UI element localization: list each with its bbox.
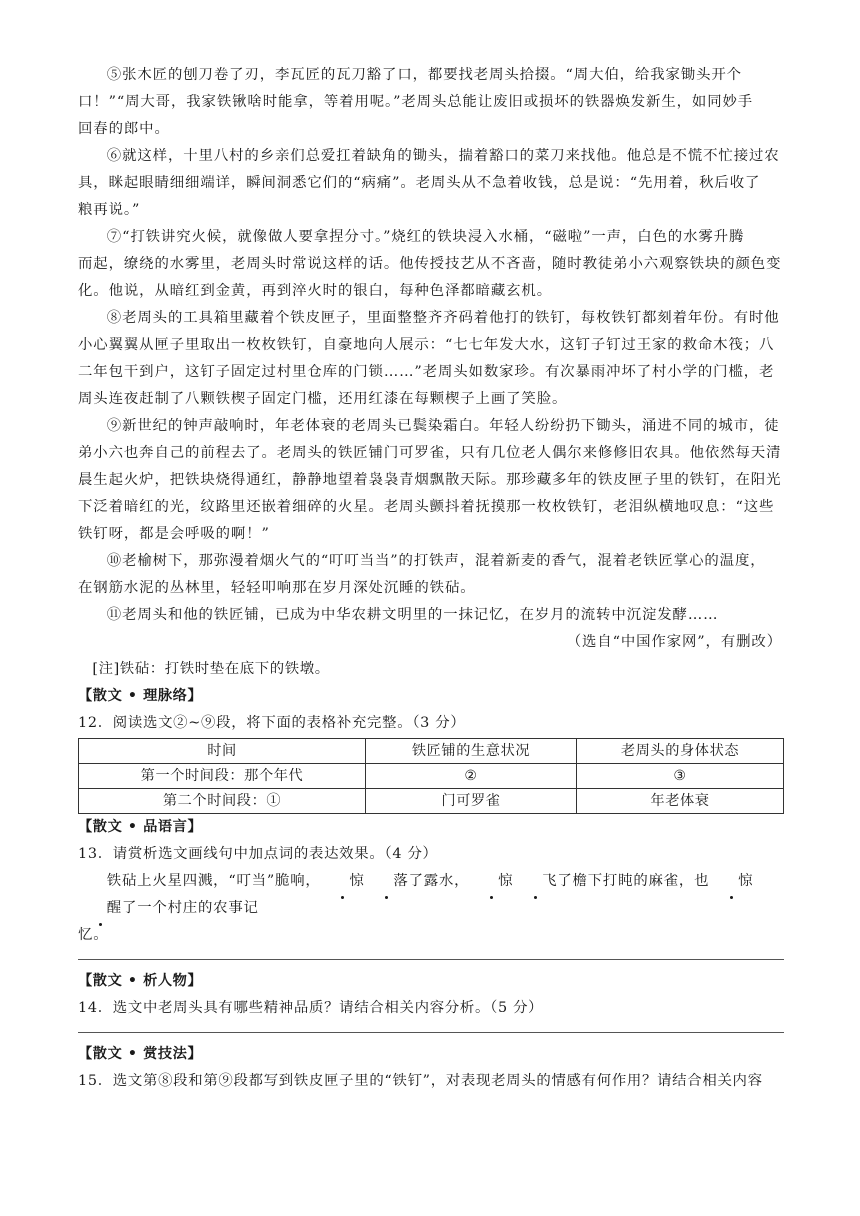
essay-body xyxy=(78,62,782,629)
text-line: 下泛着暗红的光，纹路里还嵌着细碎的火星。老周头颤抖着抚摸那一枚枚铁钉，老泪纵横地叹息：“这些 xyxy=(78,499,775,515)
question-14: 14．选文中老周头具有哪些精神品质？请结合相关内容分析。（5 分） xyxy=(78,1000,544,1016)
text-line: 粮再说。” xyxy=(78,202,141,218)
paragraph-9 xyxy=(78,413,782,548)
quote-text: 了露水， xyxy=(408,873,470,889)
text-line: ⑨新世纪的钟声敲响时，年老体衰的老周头已鬓染霜白。年轻人纷纷扔下锄头，涌进不同的城市，徒 xyxy=(106,418,780,434)
paragraph-8 xyxy=(78,305,782,413)
table-row xyxy=(79,764,784,789)
text-line: ⑧老周头的工具箱里藏着个铁皮匣子，里面整整齐齐码着他打的铁钉，每枚铁钉都刻着年份。有时他 xyxy=(106,310,780,326)
dotted-word: 飞 xyxy=(513,868,557,895)
text-line: 在钢筋水泥的丛林里，轻轻叩响那在岁月深处沉睡的铁砧。 xyxy=(78,580,476,596)
question-15: 15．选文第⑧段和第⑨段都写到铁皮匣子里的“铁钉”，对表现老周头的情感有何作用？请结合相关内容 xyxy=(78,1073,763,1089)
text-line: 二年包干到户，这钉子固定过村里仓库的门锁……”老周头如数家珍。有次暴雨冲坏了村小学的门槛，老 xyxy=(78,364,775,380)
section-heading-character: 【散文 • 析人物】 xyxy=(78,973,203,989)
text-line: 弟小六也奔自己的前程去了。老周头的铁匠铺门可罗雀，只有几位老人偶尔来修修旧农具。他依然每天清 xyxy=(78,445,782,461)
dotted-word: 惊 xyxy=(709,868,753,895)
table-header-cell: 老周头的身体状态 xyxy=(577,739,784,764)
table-cell: ② xyxy=(366,764,577,789)
dotted-word: 落 xyxy=(365,868,409,895)
paragraph-5 xyxy=(78,62,782,143)
text-line: 而起，缭绕的水雾里，老周头时常说这样的话。他传授技艺从不吝啬，随时教徒弟小六观察铁块的颜色变 xyxy=(78,256,782,272)
dotted-word: 惊 xyxy=(321,868,365,895)
paragraph-10 xyxy=(78,548,782,602)
table-cell: ③ xyxy=(577,764,784,789)
dotted-word: 惊 xyxy=(469,868,513,895)
text-line: 口！”“周大哥，我家铁锹啥时能拿，等着用呢。”老周头总能让废旧或损坏的铁器焕发新生，如同妙手 xyxy=(78,94,754,110)
text-line: ⑥就这样，十里八村的乡亲们总爱扛着缺角的锄头，揣着豁口的菜刀来找他。他总是不慌不忙接过农 xyxy=(106,148,780,164)
footnote: [注]铁砧：打铁时垫在底下的铁墩。 xyxy=(92,661,330,677)
quote-text: 了一个村庄的农事记 xyxy=(122,900,259,916)
paragraph-6 xyxy=(78,143,782,224)
question-13: 13．请赏析选文画线句中加点词的表达效果。（4 分） xyxy=(78,846,438,862)
text-line: 晨生起火炉，把铁块烧得通红，静静地望着袅袅青烟飘散天际。那珍藏多年的铁皮匣子里的铁钉，在阳光 xyxy=(78,472,782,488)
answer-table xyxy=(78,738,784,814)
table-header-cell: 时间 xyxy=(79,739,366,764)
text-line: 回春的郎中。 xyxy=(78,121,170,137)
section-heading-language: 【散文 • 品语言】 xyxy=(78,819,203,835)
source-citation: （选自“中国作家网”，有删改） xyxy=(566,634,782,650)
paragraph-7 xyxy=(78,224,782,305)
underlined-sentence xyxy=(78,868,782,922)
text-line: ⑤张木匠的刨刀卷了刃，李瓦匠的瓦刀豁了口，都要找老周头拾掇。“周大伯，给我家锄头开个 xyxy=(106,67,742,83)
text-line: 小心翼翼从匣子里取出一枚枚铁钉，自豪地向人展示：“七七年发大水，这钉子钉过王家的救命木筏；八 xyxy=(78,337,775,353)
table-cell: 门可罗雀 xyxy=(366,789,577,814)
text-line: 具，眯起眼睛细细端详，瞬间洞悉它们的“病痛”。老周头从不急着收钱，总是说：“先用着，秋后收了 xyxy=(78,175,761,191)
table-cell: 第一个时间段：那个年代 xyxy=(79,764,366,789)
table-cell: 第二个时间段：① xyxy=(79,789,366,814)
table-row xyxy=(79,789,784,814)
table-cell: 年老体衰 xyxy=(577,789,784,814)
table-header-cell: 铁匠铺的生意状况 xyxy=(366,739,577,764)
section-heading-structure: 【散文 • 理脉络】 xyxy=(78,688,203,704)
quote-text: 铁砧上火星四溅，“叮当”脆响， xyxy=(106,873,321,889)
text-line: ⑪老周头和他的铁匠铺，已成为中华农耕文明里的一抹记忆，在岁月的流转中沉淀发酵…… xyxy=(106,607,719,623)
exam-page xyxy=(78,62,782,1095)
text-line: 化。他说，从暗红到金黄，再到淬火时的银白，每种色泽都暗藏玄机。 xyxy=(78,283,553,299)
section-heading-technique: 【散文 • 赏技法】 xyxy=(78,1046,203,1062)
text-line: ⑦“打铁讲究火候，就像做人要拿捏分寸。”烧红的铁块浸入水桶，“磁啦”一声，白色的水雾升腾 xyxy=(106,229,745,245)
text-line: 周头连夜赶制了八颗铁楔子固定门槛，还用红漆在每颗楔子上画了笑脸。 xyxy=(78,391,568,407)
question-12: 12．阅读选文②~⑨段，将下面的表格补充完整。（3 分） xyxy=(78,715,466,731)
table-header-row xyxy=(79,739,784,764)
text-line: ⑩老榆树下，那弥漫着烟火气的“叮叮当当”的打铁声，混着新麦的香气，混着老铁匠掌心的温度， xyxy=(106,553,766,569)
paragraph-11 xyxy=(78,602,782,629)
quote-continuation: 忆。 xyxy=(78,927,109,943)
text-line: 铁钉呀，都是会呼吸的啊！” xyxy=(78,526,270,542)
dotted-word: 醒 xyxy=(78,895,122,922)
quote-text: 了檐下打盹的麻雀，也 xyxy=(557,873,710,889)
